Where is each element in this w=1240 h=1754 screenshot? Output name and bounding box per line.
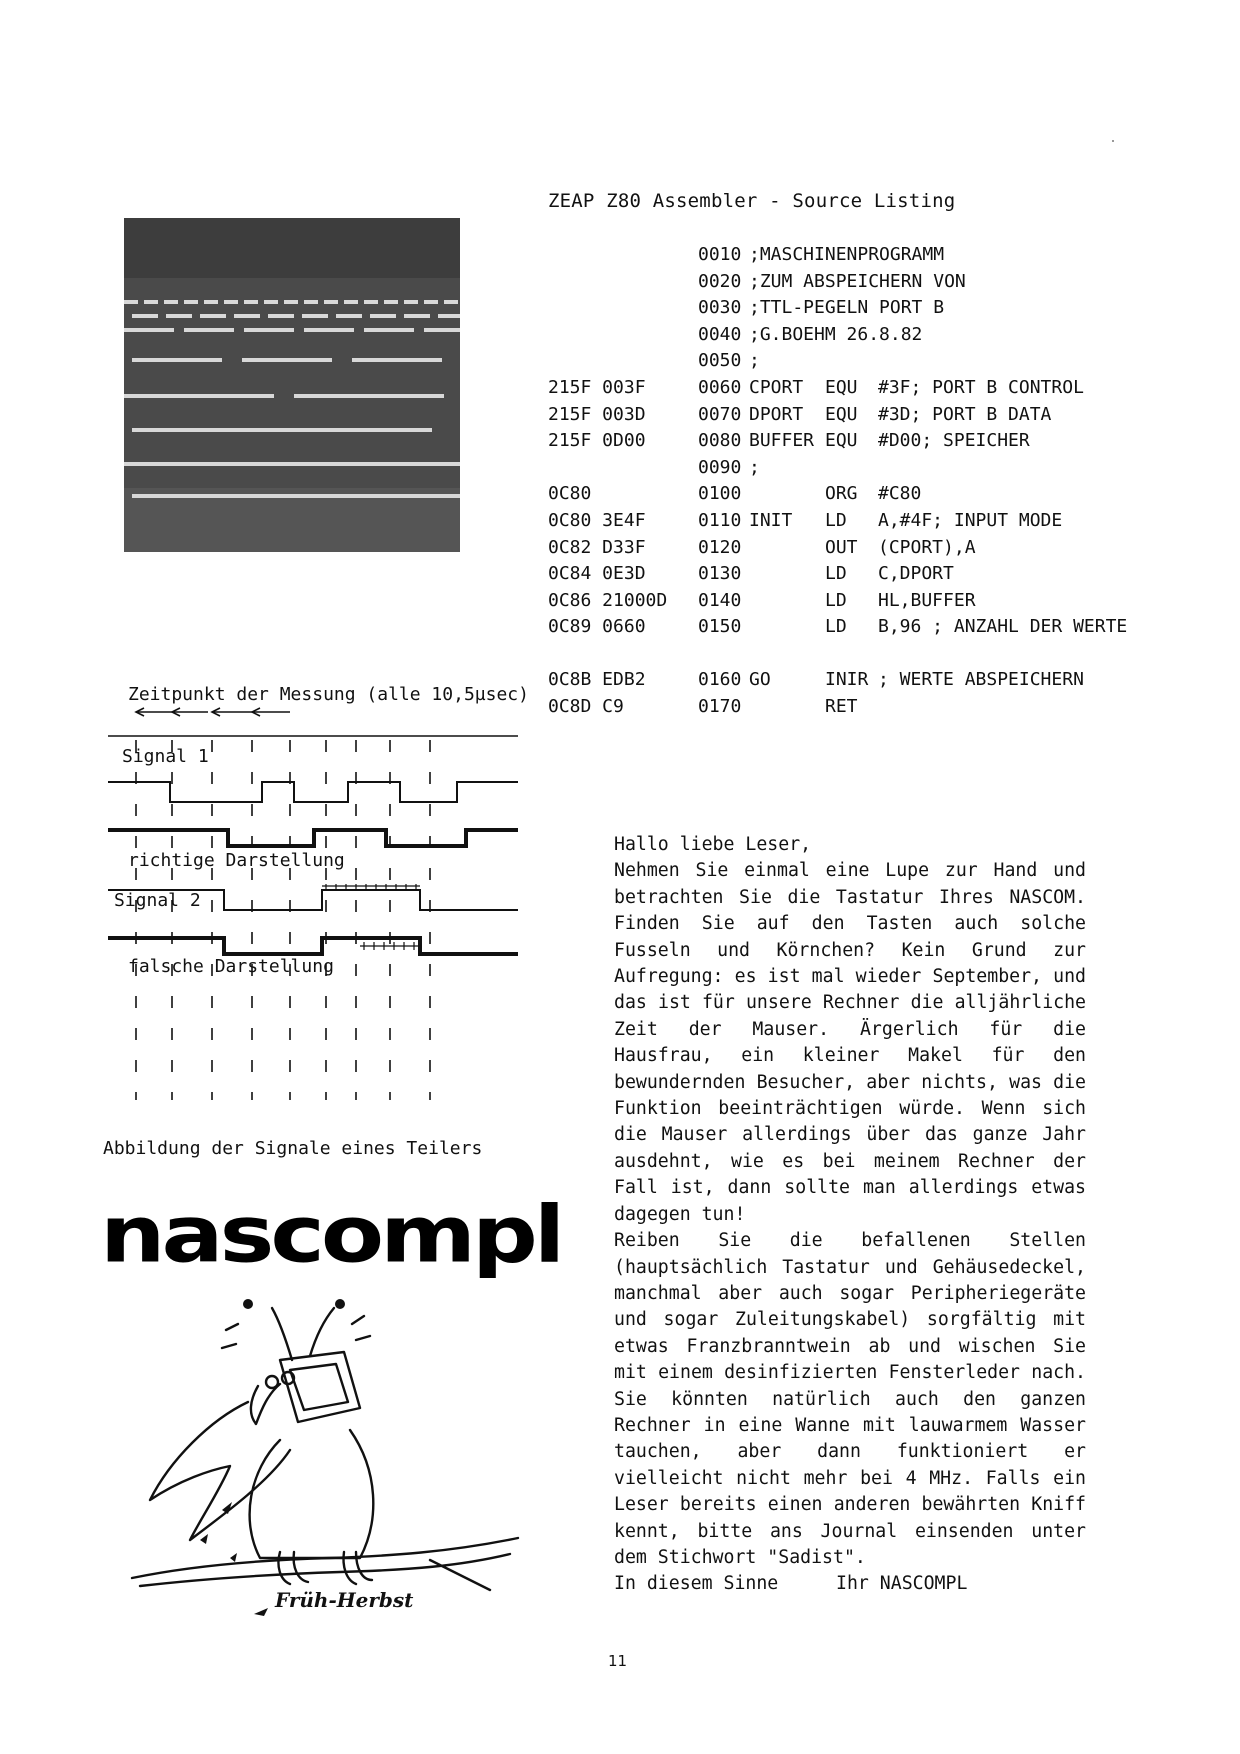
motion-lines	[222, 1316, 370, 1348]
listing-operand: #C80	[878, 483, 922, 505]
measurement-ticks	[136, 740, 430, 1100]
scope-trace-segment	[264, 300, 278, 304]
listing-row	[548, 350, 1148, 377]
listing-address: 0C82 D33F	[548, 536, 646, 558]
listing-row	[548, 324, 1148, 351]
artist-signature: Früh-Herbst	[275, 1588, 414, 1612]
listing-line-number: 0060	[698, 376, 742, 398]
paper-speck	[1112, 140, 1114, 142]
listing-operand: ; WERTE ABSPEICHERN	[878, 668, 1084, 690]
scope-trace-segment	[304, 300, 318, 304]
timing-diagram	[100, 680, 530, 1100]
signal1-label: Signal 1	[122, 746, 209, 767]
bird-wing	[150, 1402, 290, 1540]
scope-trace-segment	[132, 428, 432, 432]
scope-trace-segment	[166, 314, 192, 318]
listing-opcode: LD	[825, 616, 847, 638]
listing-row	[548, 297, 1148, 324]
listing-address: 215F 003F	[548, 376, 646, 398]
wrong-label: falsche Darstellung	[128, 956, 334, 977]
listing-line-number: 0040	[698, 323, 742, 345]
scope-trace-segment	[344, 300, 358, 304]
scope-trace-segment	[124, 328, 174, 332]
listing-operand: A,#4F; INPUT MODE	[878, 509, 1063, 531]
listing-line-number: 0140	[698, 589, 742, 611]
listing-opcode: LD	[825, 563, 847, 585]
monitor-screen	[290, 1364, 348, 1410]
scope-trace-segment	[268, 314, 294, 318]
listing-label: CPORT	[749, 376, 804, 398]
listing-opcode: EQU	[825, 430, 858, 452]
listing-line-number: 0120	[698, 536, 742, 558]
listing-address: 0C89 0660	[548, 616, 646, 638]
listing-line-number: 0130	[698, 563, 742, 585]
scope-trace-segment	[304, 328, 354, 332]
scope-trace-segment	[404, 300, 418, 304]
listing-operand: HL,BUFFER	[878, 589, 976, 611]
listing-line-number: 0020	[698, 270, 742, 292]
scope-trace-segment	[424, 300, 438, 304]
correct-label: richtige Darstellung	[128, 850, 345, 871]
source-listing	[548, 244, 1148, 722]
listing-opcode: EQU	[825, 403, 858, 425]
listing-opcode: OUT	[825, 536, 858, 558]
listing-row	[548, 271, 1148, 298]
listing-line-number: 0010	[698, 244, 742, 265]
scope-trace-segment	[132, 494, 460, 498]
scope-trace-segment	[184, 300, 198, 304]
listing-address: 0C86 21000D	[548, 589, 668, 611]
beak	[251, 1384, 280, 1424]
scope-trace-segment	[124, 394, 274, 398]
listing-label: ;	[749, 350, 760, 372]
page-number: 11	[608, 1652, 628, 1670]
listing-line-number: 0030	[698, 297, 742, 319]
listing-row	[548, 404, 1148, 431]
signature-mark	[254, 1608, 268, 1616]
listing-line-number: 0070	[698, 403, 742, 425]
listing-line-number: 0090	[698, 456, 742, 478]
scope-trace-segment	[424, 328, 460, 332]
antenna-left	[272, 1308, 292, 1360]
figure-caption: Abbildung der Signale eines Teilers	[103, 1138, 483, 1159]
listing-opcode: LD	[825, 509, 847, 531]
listing-line-number: 0150	[698, 616, 742, 638]
listing-address: 215F 0D00	[548, 430, 646, 452]
letter-closing	[614, 1571, 1086, 1597]
scope-trace-segment	[444, 300, 458, 304]
scope-trace-segment	[132, 314, 158, 318]
listing-row	[548, 590, 1148, 617]
scope-trace-segment	[200, 314, 226, 318]
antenna-right	[310, 1308, 334, 1356]
scope-trace-segment	[124, 462, 460, 466]
listing-address: 0C8B EDB2	[548, 668, 646, 690]
listing-row	[548, 537, 1148, 564]
scope-trace-segment	[132, 358, 222, 362]
scope-trace-segment	[364, 328, 414, 332]
falling-feathers	[200, 1299, 345, 1562]
eye-left	[266, 1376, 278, 1388]
scope-trace-segment	[302, 314, 328, 318]
listing-label: ;ZUM ABSPEICHERN VON	[749, 270, 966, 292]
listing-row	[548, 696, 1148, 723]
measurement-arrows	[136, 708, 290, 716]
listing-row	[548, 669, 1148, 696]
listing-line-number: 0160	[698, 668, 742, 690]
listing-opcode: EQU	[825, 376, 858, 398]
listing-label: INIT	[749, 509, 793, 531]
listing-row	[548, 430, 1148, 457]
listing-label: ;MASCHINENPROGRAMM	[749, 244, 945, 265]
listing-opcode: LD	[825, 589, 847, 611]
letter-paragraph-2: Reiben Sie die befallenen Stellen (hauptsächlich Tastatur und Gehäusedeckel, manchmal aber auch sogar Peripheriegeräte und sogar Zuleitungskabel) sorgfältig mit etwas Franzbranntwein ab und wischen Sie mit einem desinfizierten Fensterleder nach. Sie könnten natürlich auch den ganzen Rechner in eine Wanne mit lauwarmem Wasser tauchen, aber dann funktioniert er vielleicht nicht mehr bei 4 MHz. Falls ein Leser bereits einen anderen bewährten Kniff kennt, bitte ans Journal einsenden unter dem Stichwort "Sadist".	[614, 1230, 1086, 1568]
scope-trace-segment	[204, 300, 218, 304]
scope-trace-segment	[164, 300, 178, 304]
scope-trace-segment	[294, 394, 444, 398]
scope-trace-segment	[124, 300, 138, 304]
scope-trace-segment	[370, 314, 396, 318]
listing-row	[548, 377, 1148, 404]
listing-line-number: 0100	[698, 483, 742, 505]
listing-row	[548, 483, 1148, 510]
listing-opcode: INIR	[825, 668, 869, 690]
scope-trace-segment	[242, 358, 332, 362]
listing-line-number: 0050	[698, 350, 742, 372]
listing-address: 0C80	[548, 483, 592, 505]
scope-trace-segment	[244, 328, 294, 332]
closing-signature: Ihr NASCOMPL	[836, 1573, 968, 1595]
bird-body	[250, 1430, 374, 1558]
scope-trace-segment	[234, 314, 260, 318]
listing-label: ;TTL-PEGELN PORT B	[749, 297, 945, 319]
scope-trace-segment	[404, 314, 430, 318]
letter-greeting: Hallo liebe Leser,	[614, 834, 812, 855]
listing-line-number: 0080	[698, 430, 742, 452]
scope-trace-segment	[438, 314, 460, 318]
scope-trace-segment	[324, 300, 338, 304]
listing-row	[548, 510, 1148, 537]
closing-phrase: In diesem Sinne	[614, 1573, 779, 1595]
scope-trace-segment	[352, 358, 442, 362]
listing-operand: C,DPORT	[878, 563, 954, 585]
wrong-waveform	[108, 938, 518, 954]
scope-trace-segment	[244, 300, 258, 304]
listing-opcode: ORG	[825, 483, 858, 505]
letter-paragraph-1: Nehmen Sie einmal eine Lupe zur Hand und betrachten Sie die Tastatur Ihres NASCOM. Finden Sie auf den Tasten auch solche Fusseln und Körnchen? Kein Grund zur Aufregung: es ist mal wieder September, und das ist für unsere Rechner die alljährliche Zeit der Mauser. Ärgerlich für die Hausfrau, ein kleiner Makel für den bewundernden Besucher, aber nichts, was die Funktion beeinträchtigen würde. Wenn sich die Mauser allerdings über das ganze Jahr ausdehnt, wie es bei meinem Rechner der Fall ist, dann sollte man allerdings etwas dagegen tun!	[614, 860, 1086, 1225]
listing-operand: (CPORT),A	[878, 536, 976, 558]
listing-label: GO	[749, 668, 771, 690]
listing-line-number: 0110	[698, 509, 742, 531]
oscilloscope-photo	[124, 218, 460, 552]
listing-address: 0C84 0E3D	[548, 563, 646, 585]
scope-trace-segment	[224, 300, 238, 304]
bird-cartoon	[130, 1290, 520, 1620]
listing-label: DPORT	[749, 403, 804, 425]
correct-waveform	[108, 830, 518, 846]
scope-trace-segment	[184, 328, 234, 332]
listing-row	[548, 457, 1148, 484]
signal1-waveform	[108, 782, 518, 802]
listing-operand: #3F; PORT B CONTROL	[878, 376, 1084, 398]
listing-address: 215F 003D	[548, 403, 646, 425]
listing-label: BUFFER	[749, 430, 815, 452]
scope-trace-segment	[384, 300, 398, 304]
signal2-label: Signal 2	[114, 890, 201, 911]
listing-row	[548, 244, 1148, 271]
listing-label: ;	[749, 456, 760, 478]
monitor-head	[280, 1352, 360, 1422]
diagram-header: Zeitpunkt der Messung (alle 10,5µsec)	[128, 684, 529, 705]
listing-line-number: 0170	[698, 695, 742, 717]
scope-trace-segment	[336, 314, 362, 318]
scope-trace-segment	[284, 300, 298, 304]
listing-address: 0C80 3E4F	[548, 509, 646, 531]
listing-opcode: RET	[825, 695, 858, 717]
letter-text	[614, 832, 1086, 1598]
nascompl-logo: nascompl	[100, 1189, 562, 1281]
scope-trace-segment	[364, 300, 378, 304]
listing-address: 0C8D C9	[548, 695, 624, 717]
listing-title: ZEAP Z80 Assembler - Source Listing	[548, 190, 956, 212]
listing-row	[548, 616, 1148, 643]
listing-operand: B,96 ; ANZAHL DER WERTE	[878, 616, 1128, 638]
listing-row	[548, 563, 1148, 590]
listing-operand: #3D; PORT B DATA	[878, 403, 1052, 425]
listing-operand: #D00; SPEICHER	[878, 430, 1030, 452]
scope-trace-segment	[144, 300, 158, 304]
listing-label: ;G.BOEHM 26.8.82	[749, 323, 923, 345]
